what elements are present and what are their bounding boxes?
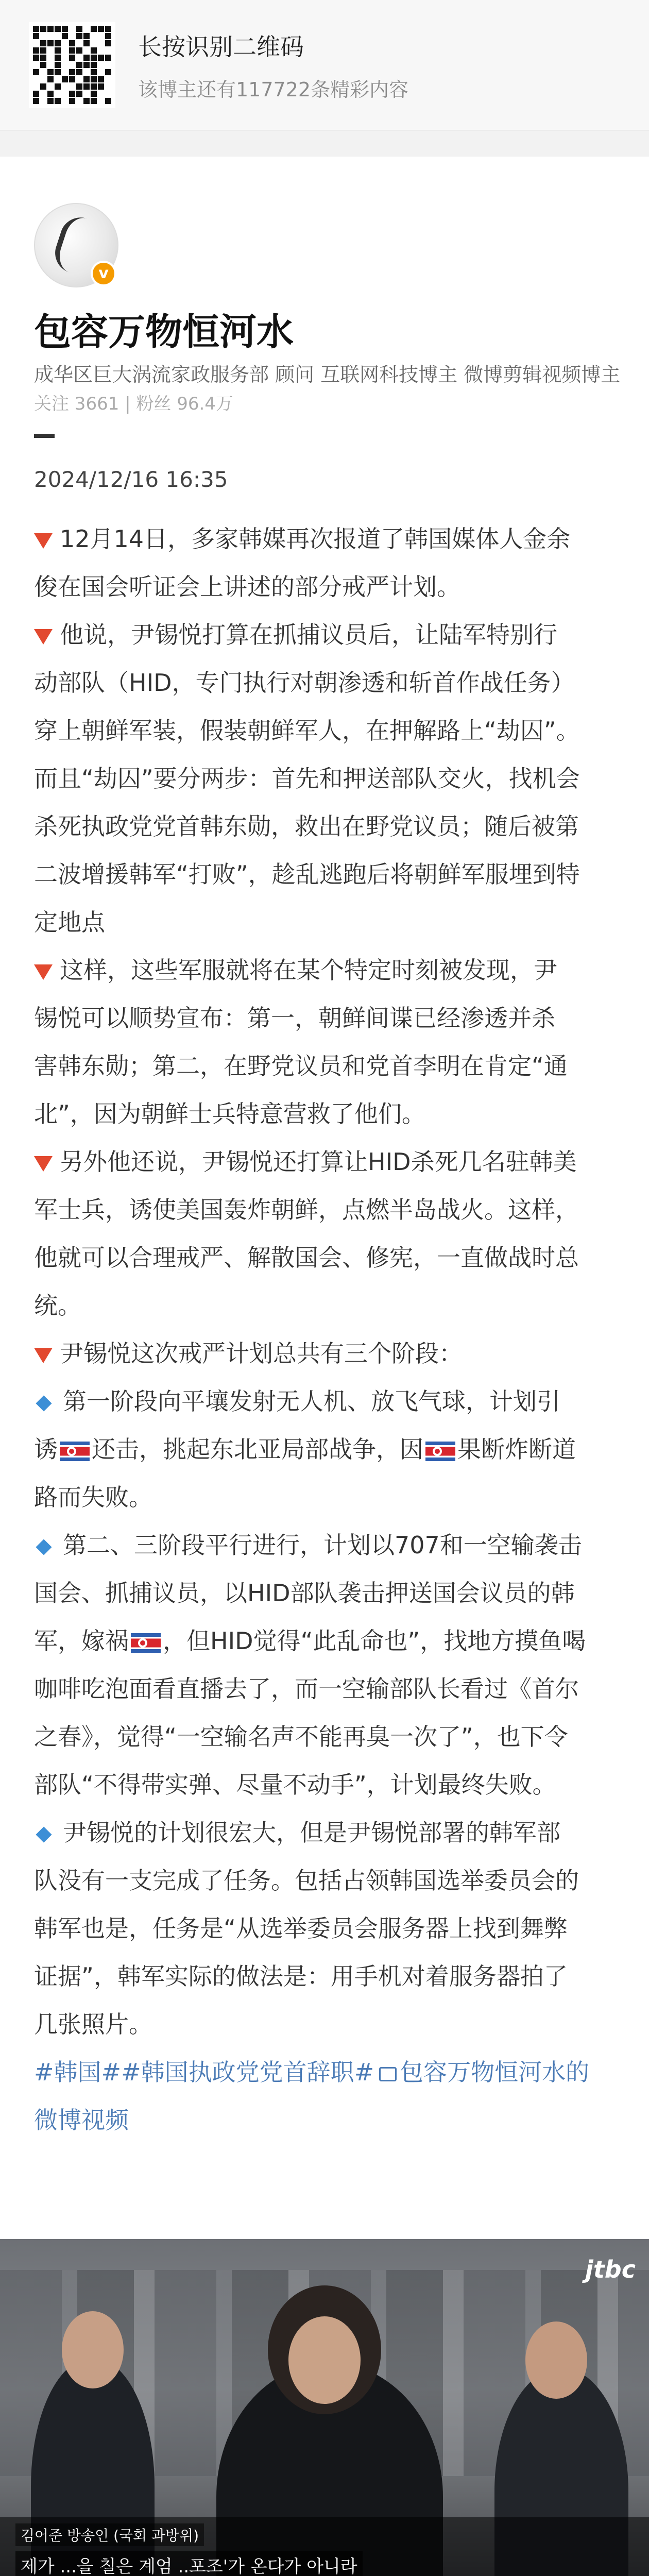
video-caption-area bbox=[0, 2517, 649, 2576]
jtbc-logo: jtbc bbox=[585, 2256, 636, 2283]
post-text-segment: 军士兵，诱使美国轰炸朝鲜，点燃半岛战火。这样， bbox=[34, 1196, 579, 1224]
post-line bbox=[34, 1378, 616, 1426]
qr-module bbox=[40, 26, 46, 32]
qr-module bbox=[55, 55, 61, 61]
red-triangle-icon bbox=[34, 629, 53, 645]
post-text-segment: 锡悦可以顺势宣布：第一，朝鲜间谍已经渗透并杀 bbox=[34, 1004, 555, 1032]
post-text-segment: 韩军也是，任务是“从选举委员会服务器上找到舞弊 bbox=[34, 1914, 568, 1942]
qr-module bbox=[91, 55, 97, 61]
qr-module bbox=[69, 98, 75, 104]
post-line bbox=[34, 1282, 616, 1330]
qr-module bbox=[40, 83, 46, 90]
qr-banner-text bbox=[138, 28, 408, 102]
post-text-segment: 部队“不得带实弹、尽量不动手”，计划最终失败。 bbox=[34, 1771, 556, 1799]
post-line bbox=[34, 1090, 616, 1138]
video-caption-line-1: 제가 ...을 칠은 계엄 ..포조'가 온다가 아니라 bbox=[15, 2551, 363, 2576]
qr-module bbox=[33, 62, 39, 68]
qr-module bbox=[105, 69, 111, 75]
qr-module bbox=[47, 76, 54, 82]
video-link-continued[interactable]: 微博视频 bbox=[34, 2106, 129, 2134]
north-korea-flag-icon bbox=[131, 1633, 161, 1653]
post-line bbox=[34, 1569, 616, 1617]
qr-module bbox=[91, 83, 97, 90]
qr-module bbox=[40, 69, 46, 75]
red-triangle-icon bbox=[34, 533, 53, 549]
qr-module bbox=[76, 55, 82, 61]
qr-module bbox=[62, 83, 68, 90]
qr-module bbox=[47, 26, 54, 32]
hashtag-link[interactable]: #韩国##韩国执政党党首辞职# bbox=[34, 2058, 374, 2086]
post-text-segment: 之春》，觉得“一空输名声不能再臭一次了”，也下令 bbox=[34, 1723, 568, 1751]
qr-module bbox=[62, 55, 68, 61]
post-line bbox=[34, 1713, 616, 1761]
post-line bbox=[34, 1138, 616, 1186]
post-line bbox=[34, 803, 616, 851]
video-person-head bbox=[62, 2311, 124, 2388]
post-text-segment: 他说，尹锡悦打算在抓捕议员后，让陆军特别行 bbox=[60, 621, 557, 649]
post-line bbox=[34, 1761, 616, 1809]
qr-code-icon[interactable] bbox=[29, 22, 115, 108]
qr-module bbox=[62, 76, 68, 82]
qr-module bbox=[55, 33, 61, 39]
post-text-segment: 俊在国会听证会上讲述的部分戒严计划。 bbox=[34, 573, 460, 601]
qr-module bbox=[76, 76, 82, 82]
qr-module bbox=[105, 62, 111, 68]
qr-module bbox=[62, 62, 68, 68]
post-line bbox=[34, 755, 616, 803]
north-korea-flag-icon bbox=[60, 1442, 90, 1461]
post-line bbox=[34, 1617, 616, 1665]
qr-module bbox=[91, 40, 97, 46]
qr-module bbox=[33, 26, 39, 32]
qr-module bbox=[83, 76, 90, 82]
qr-banner[interactable] bbox=[0, 0, 649, 131]
post-line bbox=[34, 1426, 616, 1473]
qr-module bbox=[47, 55, 54, 61]
post-text-segment: 害韩东勋；第二，在野党议员和党首李明在肯定“通 bbox=[34, 1052, 568, 1080]
qr-module bbox=[91, 26, 97, 32]
qr-module bbox=[55, 76, 61, 82]
qr-module bbox=[69, 83, 75, 90]
qr-banner-title: 长按识别二维码 bbox=[138, 32, 304, 61]
qr-module bbox=[83, 47, 90, 54]
post-line bbox=[34, 1905, 616, 1953]
post-text-segment: 北”，因为朝鲜士兵特意营救了他们。 bbox=[34, 1100, 425, 1128]
post-line bbox=[34, 1042, 616, 1090]
qr-module bbox=[76, 98, 82, 104]
red-triangle-icon bbox=[34, 1348, 53, 1363]
qr-module bbox=[69, 91, 75, 97]
qr-module bbox=[47, 98, 54, 104]
post-line bbox=[34, 1953, 616, 2001]
post-line bbox=[34, 515, 616, 563]
qr-module bbox=[40, 47, 46, 54]
red-triangle-icon bbox=[34, 964, 53, 980]
blue-diamond-icon bbox=[36, 1539, 52, 1555]
qr-module bbox=[76, 33, 82, 39]
qr-module bbox=[62, 98, 68, 104]
divider bbox=[34, 434, 55, 438]
post-date: 2024/12/16 16:35 bbox=[34, 467, 228, 492]
post-text-segment: 国会、抓捕议员，以HID部队袭击押送国会议员的韩 bbox=[34, 1579, 575, 1607]
post-line bbox=[34, 1473, 616, 1521]
post-text-segment: 咖啡吃泡面看直播去了，而一空输部队长看过《首尔 bbox=[34, 1675, 579, 1703]
qr-module bbox=[83, 83, 90, 90]
qr-module bbox=[83, 26, 90, 32]
qr-module bbox=[69, 33, 75, 39]
qr-module bbox=[47, 40, 54, 46]
qr-module bbox=[83, 98, 90, 104]
qr-module bbox=[62, 91, 68, 97]
post-text-segment: 果断炸断道 bbox=[457, 1435, 576, 1463]
qr-module bbox=[33, 69, 39, 75]
post-card bbox=[0, 157, 649, 2532]
qr-module bbox=[47, 47, 54, 54]
post-line bbox=[34, 1665, 616, 1713]
qr-module bbox=[105, 83, 111, 90]
qr-module bbox=[47, 33, 54, 39]
qr-module bbox=[98, 83, 104, 90]
post-text-segment: 另外他还说，尹锡悦还打算让HID杀死几名驻韩美 bbox=[60, 1148, 577, 1176]
post-text-segment: 杀死执政党党首韩东勋，救出在野党议员；随后被第 bbox=[34, 812, 579, 840]
qr-module bbox=[105, 40, 111, 46]
qr-module bbox=[69, 55, 75, 61]
hashtag-line bbox=[34, 2048, 616, 2096]
post-text-segment: 还击，挑起东北亚局部战争，因 bbox=[92, 1435, 423, 1463]
qr-module bbox=[69, 26, 75, 32]
qr-module bbox=[33, 55, 39, 61]
qr-module bbox=[98, 33, 104, 39]
qr-module bbox=[40, 55, 46, 61]
post-line bbox=[34, 1809, 616, 1857]
post-text-segment: 军，嫁祸 bbox=[34, 1627, 129, 1655]
video-camera-icon bbox=[379, 2067, 397, 2081]
qr-module bbox=[83, 91, 90, 97]
post-text-segment: 他就可以合理戒严、解散国会、修宪，一直做战时总 bbox=[34, 1244, 579, 1272]
qr-module bbox=[76, 26, 82, 32]
qr-module bbox=[91, 91, 97, 97]
qr-module bbox=[83, 40, 90, 46]
qr-module bbox=[83, 33, 90, 39]
post-text-segment: ，但HID觉得“此乱命也”，找地方摸鱼喝 bbox=[163, 1627, 586, 1655]
qr-module bbox=[83, 55, 90, 61]
qr-module bbox=[98, 40, 104, 46]
qr-module bbox=[62, 26, 68, 32]
video-link[interactable]: 包容万物恒河水的 bbox=[400, 2058, 590, 2086]
profile-name[interactable]: 包容万物恒河水 bbox=[34, 310, 294, 353]
qr-module bbox=[55, 40, 61, 46]
qr-module bbox=[76, 69, 82, 75]
qr-module bbox=[69, 69, 75, 75]
profile-description: 成华区巨大涡流家政服务部 顾问 互联网科技博主 微博剪辑视频博主 bbox=[34, 363, 621, 386]
qr-module bbox=[98, 47, 104, 54]
qr-module bbox=[33, 76, 39, 82]
qr-module bbox=[69, 76, 75, 82]
post-text-segment: 定地点 bbox=[34, 908, 105, 936]
post-line bbox=[34, 611, 616, 659]
qr-module bbox=[105, 76, 111, 82]
qr-module bbox=[33, 83, 39, 90]
post-text-segment: 诱 bbox=[34, 1435, 58, 1463]
post-line bbox=[34, 851, 616, 899]
video-player[interactable] bbox=[0, 2239, 649, 2576]
post-text-segment: 统。 bbox=[34, 1292, 81, 1319]
post-line bbox=[34, 1186, 616, 1234]
qr-module bbox=[55, 91, 61, 97]
qr-module bbox=[98, 69, 104, 75]
post-line bbox=[34, 1330, 616, 1378]
red-triangle-icon bbox=[34, 1156, 53, 1172]
qr-module bbox=[47, 83, 54, 90]
post-line bbox=[34, 946, 616, 994]
profile-stats: 关注 3661 | 粉丝 96.4万 bbox=[34, 394, 233, 414]
qr-module bbox=[105, 26, 111, 32]
qr-module bbox=[69, 40, 75, 46]
post-text-segment: 穿上朝鲜军装，假装朝鲜军人，在押解路上“劫囚”。 bbox=[34, 717, 580, 744]
qr-module bbox=[91, 33, 97, 39]
qr-module bbox=[76, 40, 82, 46]
qr-module bbox=[98, 55, 104, 61]
qr-module bbox=[55, 69, 61, 75]
qr-module bbox=[33, 33, 39, 39]
qr-module bbox=[69, 47, 75, 54]
post-line bbox=[34, 899, 616, 946]
qr-banner-subtitle: 该博主还有117722条精彩内容 bbox=[138, 78, 409, 101]
qr-module bbox=[40, 62, 46, 68]
post-text-segment: 第二、三阶段平行进行，计划以707和一空输袭击 bbox=[63, 1531, 582, 1559]
post-line bbox=[34, 563, 616, 611]
post-line bbox=[34, 707, 616, 755]
qr-module bbox=[91, 47, 97, 54]
qr-module bbox=[62, 69, 68, 75]
qr-module bbox=[55, 47, 61, 54]
qr-module bbox=[33, 91, 39, 97]
post-text-segment: 路而失败。 bbox=[34, 1483, 152, 1511]
qr-module bbox=[33, 47, 39, 54]
qr-module bbox=[40, 33, 46, 39]
qr-module bbox=[62, 47, 68, 54]
qr-module bbox=[33, 98, 39, 104]
qr-module bbox=[98, 76, 104, 82]
qr-module bbox=[98, 91, 104, 97]
qr-module bbox=[98, 98, 104, 104]
blue-diamond-icon bbox=[36, 1395, 52, 1411]
qr-module bbox=[91, 62, 97, 68]
post-line bbox=[34, 659, 616, 707]
post-line bbox=[34, 994, 616, 1042]
post-text-segment: 12月14日，多家韩媒再次报道了韩国媒体人金余 bbox=[60, 525, 571, 553]
qr-module bbox=[62, 40, 68, 46]
qr-module bbox=[91, 76, 97, 82]
qr-module bbox=[98, 26, 104, 32]
qr-module bbox=[105, 98, 111, 104]
video-caption-name: 김어준 방송인 (국회 과방위) bbox=[15, 2523, 204, 2546]
qr-module bbox=[55, 62, 61, 68]
qr-module bbox=[83, 62, 90, 68]
qr-module bbox=[40, 76, 46, 82]
post-text-segment: 第一阶段向平壤发射无人机、放飞气球，计划引 bbox=[63, 1387, 560, 1415]
blue-diamond-icon bbox=[36, 1826, 52, 1842]
post-text-segment: 动部队（HID，专门执行对朝渗透和斩首作战任务） bbox=[34, 669, 575, 697]
post-line bbox=[34, 1857, 616, 1905]
post-text-segment: 证据”，韩军实际的做法是：用手机对着服务器拍了 bbox=[34, 1962, 568, 1990]
qr-module bbox=[47, 91, 54, 97]
video-person-center-face bbox=[288, 2316, 361, 2404]
video-link-line bbox=[34, 2096, 616, 2144]
post-text-segment: 队没有一支完成了任务。包括占领韩国选举委员会的 bbox=[34, 1867, 579, 1894]
video-person-right-head bbox=[525, 2321, 587, 2399]
qr-module bbox=[40, 40, 46, 46]
qr-module bbox=[33, 40, 39, 46]
qr-module bbox=[55, 26, 61, 32]
post-line bbox=[34, 1521, 616, 1569]
qr-module bbox=[62, 33, 68, 39]
qr-module bbox=[47, 69, 54, 75]
qr-module bbox=[105, 55, 111, 61]
post-text-segment: 这样，这些军服就将在某个特定时刻被发现，尹 bbox=[60, 956, 557, 984]
post-body bbox=[34, 515, 616, 2144]
qr-module bbox=[76, 62, 82, 68]
qr-module bbox=[47, 62, 54, 68]
post-line bbox=[34, 2001, 616, 2048]
post-text-segment: 而且“劫囚”要分两步：首先和押送部队交火，找机会 bbox=[34, 765, 580, 792]
qr-module bbox=[40, 98, 46, 104]
qr-module bbox=[83, 69, 90, 75]
qr-module bbox=[76, 83, 82, 90]
qr-module bbox=[105, 33, 111, 39]
qr-module bbox=[55, 83, 61, 90]
qr-module bbox=[76, 47, 82, 54]
qr-module bbox=[91, 98, 97, 104]
qr-module bbox=[55, 98, 61, 104]
qr-module bbox=[69, 62, 75, 68]
post-text-segment: 尹锡悦这次戒严计划总共有三个阶段： bbox=[60, 1340, 463, 1367]
post-text-segment: 尹锡悦的计划很宏大，但是尹锡悦部署的韩军部 bbox=[63, 1819, 560, 1846]
qr-module bbox=[40, 91, 46, 97]
qr-module bbox=[105, 91, 111, 97]
qr-module bbox=[91, 69, 97, 75]
post-line bbox=[34, 1234, 616, 1282]
verified-badge-icon: v bbox=[91, 261, 116, 286]
post-text-segment: 几张照片。 bbox=[34, 2010, 152, 2038]
qr-module bbox=[105, 47, 111, 54]
post-text-segment: 二波增援韩军“打败”，趁乱逃跑后将朝鲜军服埋到特 bbox=[34, 860, 580, 888]
north-korea-flag-icon bbox=[425, 1442, 455, 1461]
qr-module bbox=[98, 62, 104, 68]
qr-module bbox=[76, 91, 82, 97]
